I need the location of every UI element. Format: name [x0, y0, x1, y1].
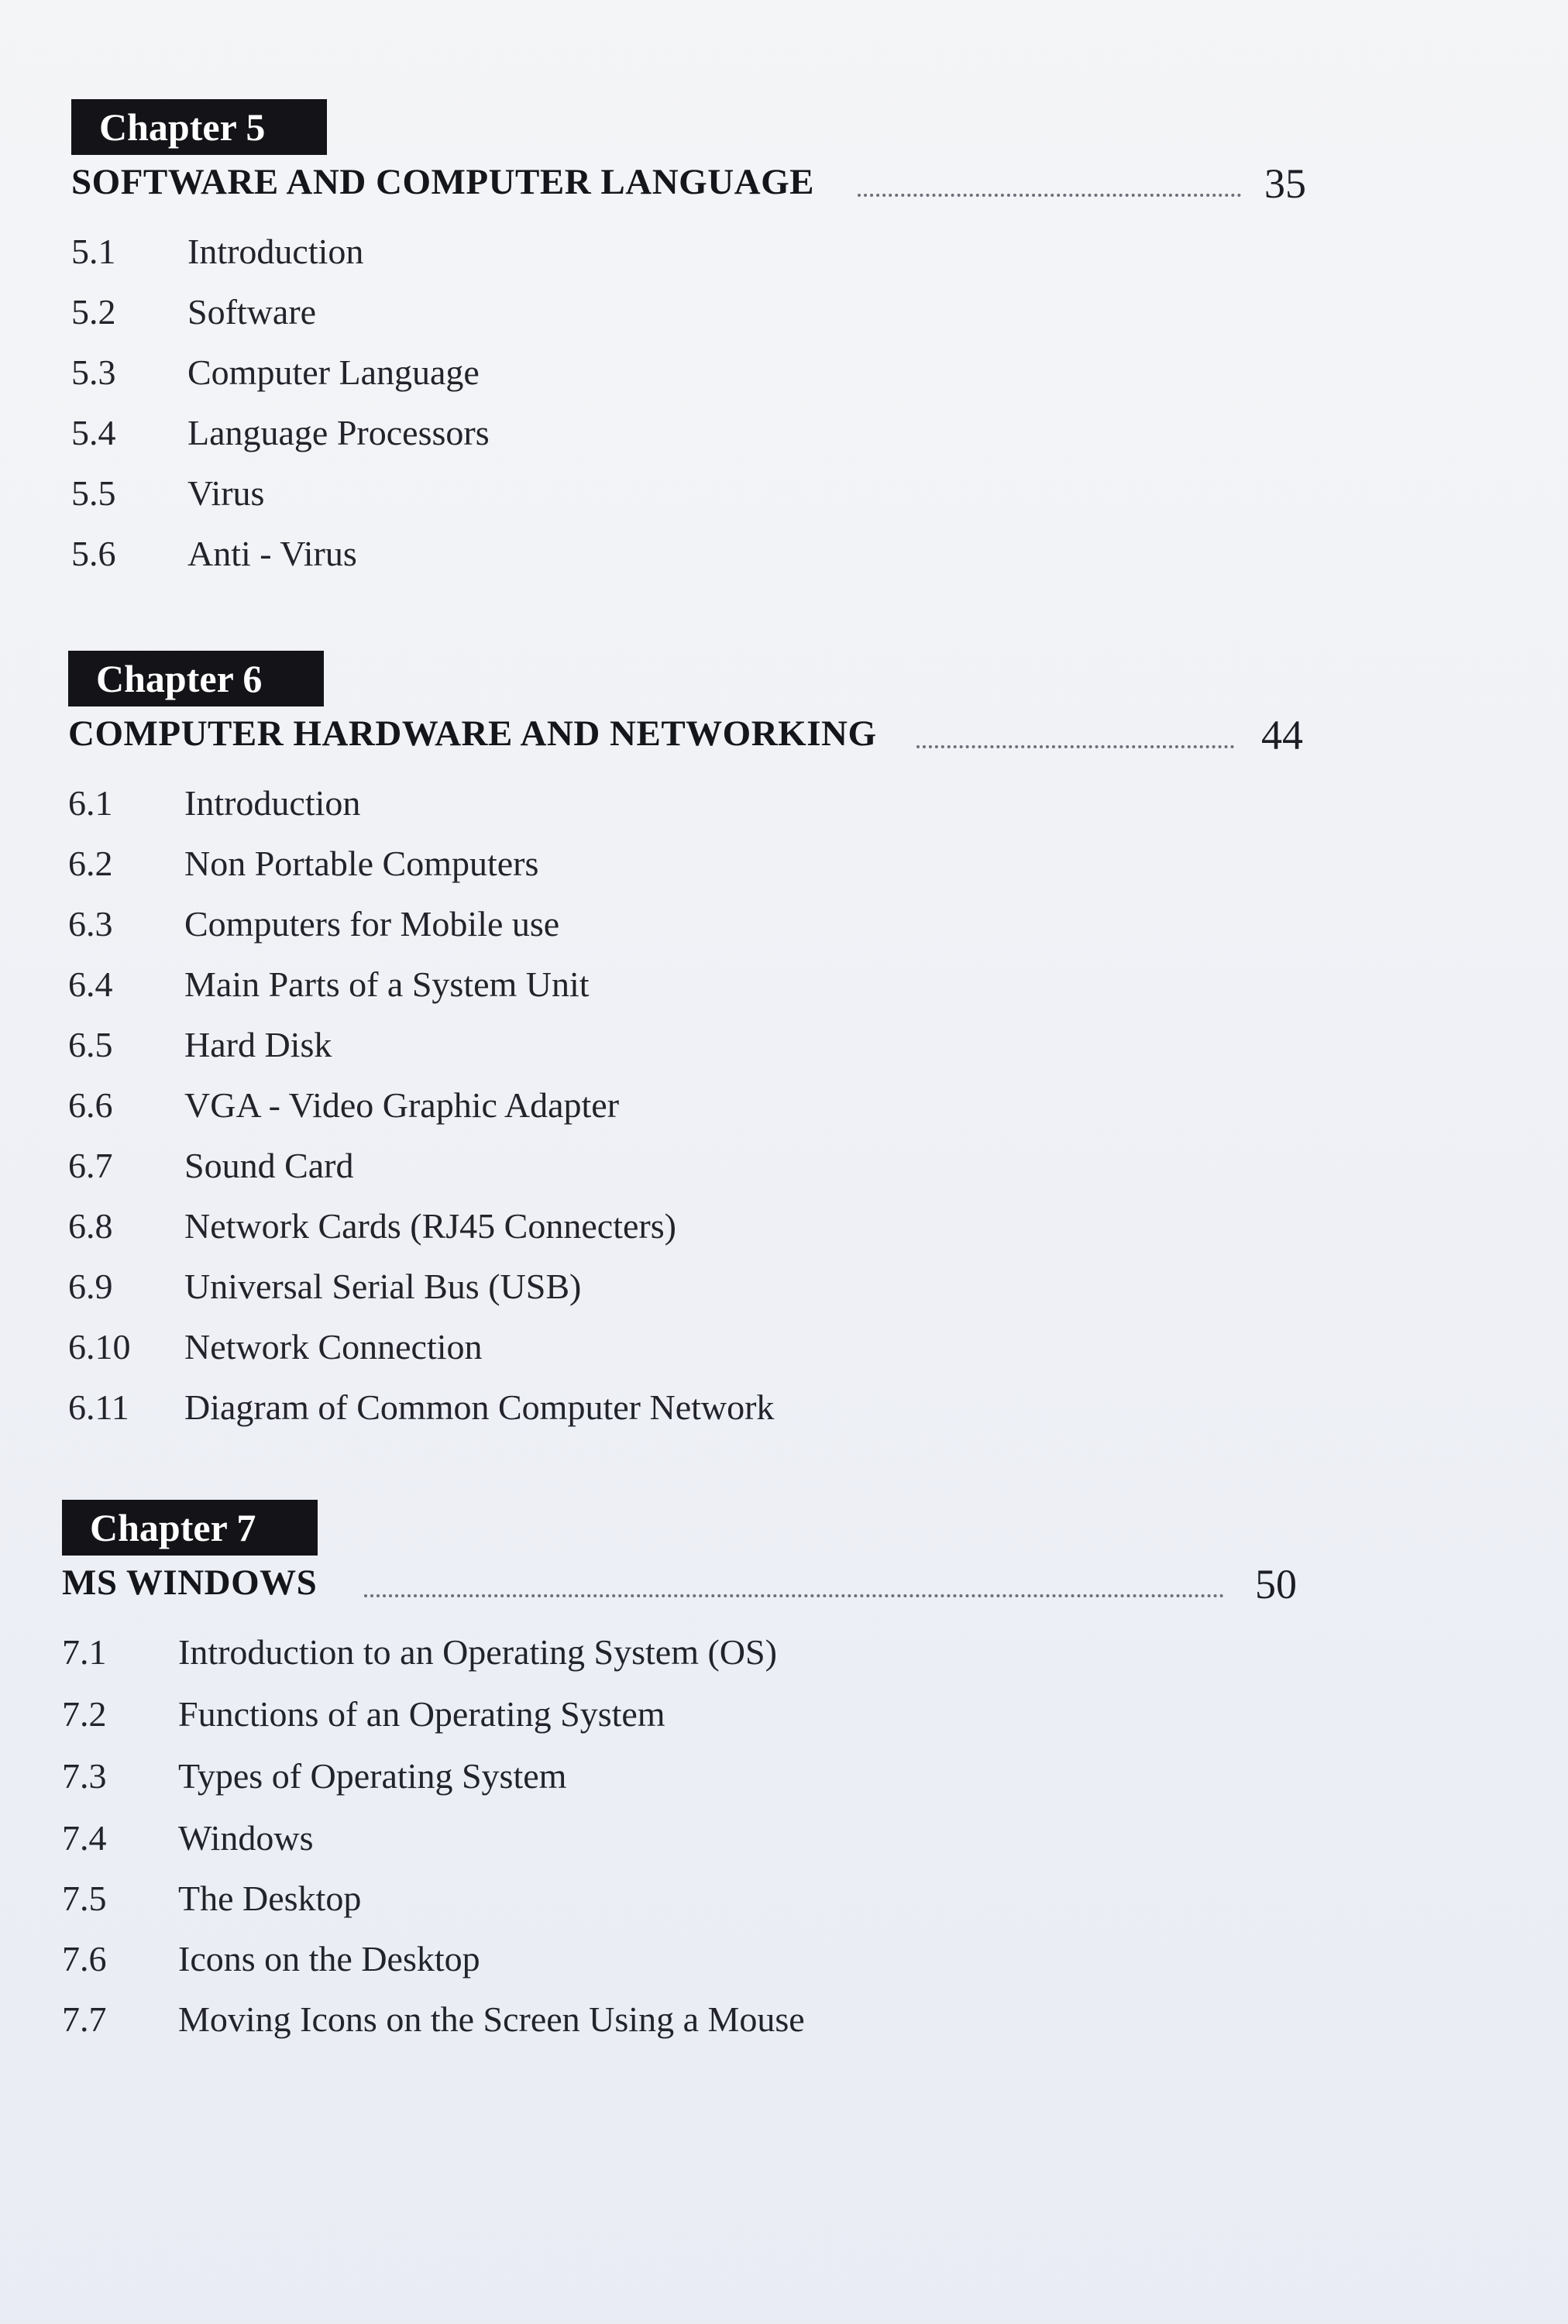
- section-number: 5.4: [71, 413, 116, 452]
- section-title: Anti - Virus: [187, 534, 357, 573]
- section-number: 5.3: [71, 352, 116, 392]
- section-row: [71, 222, 1233, 282]
- section-row: [68, 1015, 1230, 1075]
- section-title: Software: [187, 292, 317, 332]
- section-title: Computers for Mobile use: [184, 904, 560, 944]
- section-number: 6.5: [68, 1025, 113, 1064]
- section-number: 6.4: [68, 964, 113, 1004]
- section-row: [62, 1622, 1224, 1683]
- section-title: Computer Language: [187, 352, 480, 392]
- chapter-page-number: 44: [1261, 712, 1303, 758]
- chapter-badge: Chapter 7: [62, 1500, 318, 1556]
- section-row: [62, 1929, 1224, 1989]
- section-title: Diagram of Common Computer Network: [184, 1387, 775, 1427]
- section-row: [71, 342, 1233, 403]
- section-title: The Desktop: [178, 1879, 362, 1918]
- chapter-title-row: [62, 1560, 1317, 1614]
- dot-leader: [916, 745, 1234, 748]
- section-row: [68, 1136, 1230, 1196]
- section-number: 6.9: [68, 1267, 113, 1306]
- section-title: VGA - Video Graphic Adapter: [184, 1085, 620, 1125]
- section-number: 7.3: [62, 1756, 107, 1796]
- section-title: Sound Card: [184, 1146, 354, 1185]
- section-title: Language Processors: [187, 413, 490, 452]
- chapter-page-number: 50: [1255, 1561, 1297, 1607]
- section-number: 7.4: [62, 1818, 107, 1858]
- section-number: 6.11: [68, 1387, 129, 1427]
- section-row: [62, 1684, 1224, 1745]
- section-title: Network Connection: [184, 1327, 483, 1367]
- section-number: 6.10: [68, 1327, 131, 1367]
- section-title: Windows: [178, 1818, 314, 1858]
- section-number: 7.6: [62, 1939, 107, 1978]
- section-title: Virus: [187, 473, 265, 513]
- section-number: 5.5: [71, 473, 116, 513]
- section-row: [71, 403, 1233, 463]
- section-title: Main Parts of a System Unit: [184, 964, 590, 1004]
- section-title: Network Cards (RJ45 Connecters): [184, 1206, 676, 1246]
- chapter-badge: Chapter 6: [68, 651, 324, 706]
- section-title: Moving Icons on the Screen Using a Mouse: [178, 1999, 805, 2039]
- section-row: [68, 773, 1230, 834]
- section-number: 6.7: [68, 1146, 113, 1185]
- dot-leader: [364, 1594, 1224, 1597]
- section-number: 7.1: [62, 1632, 107, 1672]
- section-number: 6.6: [68, 1085, 113, 1125]
- section-title: Types of Operating System: [178, 1756, 567, 1796]
- section-row: [62, 1808, 1224, 1868]
- section-number: 6.1: [68, 783, 113, 823]
- section-title: Introduction to an Operating System (OS): [178, 1632, 777, 1672]
- dot-leader: [858, 194, 1241, 197]
- section-number: 5.2: [71, 292, 116, 332]
- section-title: Introduction: [187, 232, 364, 271]
- section-row: [62, 1746, 1224, 1807]
- section-row: [62, 1868, 1224, 1929]
- section-row: [68, 1377, 1230, 1438]
- chapter-page-number: 35: [1264, 160, 1306, 207]
- section-number: 6.3: [68, 904, 113, 944]
- section-row: [71, 282, 1233, 342]
- section-row: [68, 954, 1230, 1015]
- section-title: Functions of an Operating System: [178, 1694, 665, 1734]
- section-number: 5.1: [71, 232, 116, 271]
- section-row: [71, 524, 1233, 584]
- chapter-title-row: [71, 160, 1326, 214]
- section-row: [68, 1075, 1230, 1136]
- section-row: [68, 834, 1230, 894]
- section-number: 7.5: [62, 1879, 107, 1918]
- chapter-title: COMPUTER HARDWARE AND NETWORKING: [68, 713, 877, 754]
- section-row: [71, 463, 1233, 524]
- section-title: Universal Serial Bus (USB): [184, 1267, 582, 1306]
- section-number: 5.6: [71, 534, 116, 573]
- section-number: 6.8: [68, 1206, 113, 1246]
- section-title: Non Portable Computers: [184, 844, 539, 883]
- chapter-title-row: [68, 711, 1323, 765]
- section-title: Icons on the Desktop: [178, 1939, 480, 1978]
- chapter-title: MS WINDOWS: [62, 1563, 318, 1603]
- section-row: [68, 894, 1230, 954]
- section-number: 7.2: [62, 1694, 107, 1734]
- section-row: [62, 1989, 1224, 2050]
- section-row: [68, 1257, 1230, 1317]
- section-number: 7.7: [62, 1999, 107, 2039]
- chapter-title: SOFTWARE AND COMPUTER LANGUAGE: [71, 162, 814, 202]
- section-title: Hard Disk: [184, 1025, 332, 1064]
- section-title: Introduction: [184, 783, 361, 823]
- chapter-badge: Chapter 5: [71, 99, 327, 155]
- section-number: 6.2: [68, 844, 113, 883]
- section-row: [68, 1317, 1230, 1377]
- section-row: [68, 1196, 1230, 1257]
